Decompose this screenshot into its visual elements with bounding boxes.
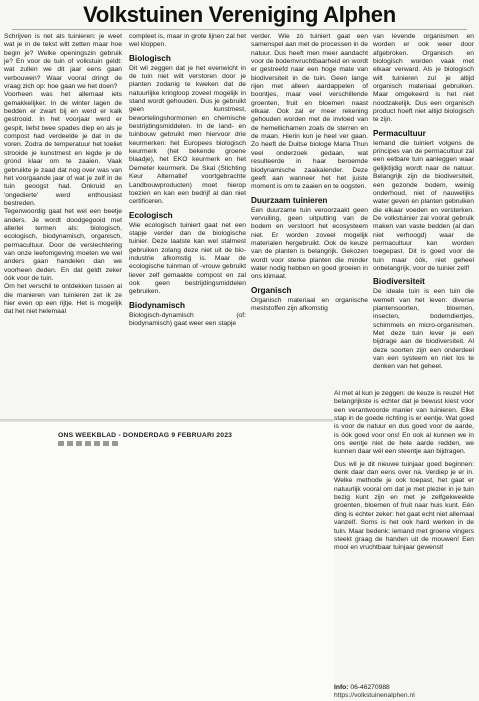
paragraph: Biologisch-dynamisch (of: biodynamisch) gaat weer een stapje bbox=[129, 311, 246, 327]
article-column-1 bbox=[4, 33, 122, 317]
section-heading-ecologisch: Ecologisch bbox=[129, 210, 173, 220]
contact-info bbox=[334, 684, 415, 700]
article-column-4 bbox=[373, 33, 474, 372]
paragraph: Schrijven is net als tuinieren: je weet wat je in de tekst wilt zetten maar hoe begin je? Welke openingszin gebruik je? En voor de tuin of volkstuin geldt: wat zullen we dit jaar eens gaan verbouwen? Waar vooral dringt de vraag zich op: hoe gaan we het doen? bbox=[4, 33, 122, 91]
article-column-4-continued bbox=[334, 390, 474, 557]
article-column-3 bbox=[251, 33, 368, 313]
section-heading-permacultuur: Permacultuur bbox=[373, 128, 426, 138]
article-column-2 bbox=[129, 33, 246, 328]
paragraph: Iemand die tuiniert volgens de principes van de permacultuur zal een eetbare tuin aanleggen waar gelijktijdig wordt naar de natuur. Belangrijk zijn de biodiversiteit, een gezonde bodem, weinig onderhoud, niet of nauwelijks water geven en planten gebruiken die elkaar voeden en versterken. De volkstuinier zal vooral gebruik maken van vaste bedden (al dan niet verhoogd) waar de permacultuur kan worden toegepast. Dit is goed voor de tuin maar óók, niet geheel onbelangrijk, voor de tuinier zelf! bbox=[373, 139, 474, 272]
section-heading-duurzaam: Duurzaam tuinieren bbox=[251, 195, 328, 205]
paragraph: Om het verschil te ontdekken tussen al die manieren van tuinieren zet ik ze hier even op een rijtje. Het is mogelijk dat het niet helemaal bbox=[4, 283, 122, 316]
section-heading-biodiversiteit: Biodiversiteit bbox=[373, 277, 425, 287]
paragraph: Organisch materiaal en organische meststoffen zijn afkomstig bbox=[251, 296, 368, 312]
paragraph: Dus wil je dit nieuwe tuinjaar goed beginnen: denk daar dan eens over na. Verdiep je er in. Welke methode je ook toepast, het gaat er natuurlijk vooral om dat je met plezier in je tuin bezig kunt zijn en met je zelfgekweekte groenten, bloemen of fruit naar huis kunt. Eén ding is echter zeker: het gaat echt niet allemaal vanzelf. Soms is het ook hard werken in de tuin. Maar bedenk: iemand met groene vingers steekt graag de handen uit de mouwen! Een mooi en vruchtbaar tuinjaar gewenst! bbox=[334, 460, 474, 552]
paragraph: van levende organismen en worden er ook weer door afgebroken. Organisch en biologisch worden vaak met elkaar verward. Als je biologisch wilt tuinieren zul je altijd organisch materiaal gebruiken. Maar omgekeerd is het niet noodzakelijk. Dus een organisch product hoeft niet altijd biologisch te zijn. bbox=[373, 33, 474, 124]
paragraph: Wie ecologisch tuiniert gaat net een stapje verder dan de biologische tuinier. Deze laatste kan wel stalmest gebruiken zolang deze niet uit de bio-industrie afkomstig is. Maar de ecologische tuinman of -vrouw gebruikt liever zelf gemaakte compost en zal ook geen bestrijdingsmiddelen gebruiken. bbox=[129, 221, 246, 296]
section-heading-biodynamisch: Biodynamisch bbox=[129, 300, 185, 310]
paragraph: Tegenwoordig gaat het wel een beetje anders. Je wordt doodgegooid met allerlei termen als: biologisch, ecologisch, biodynamisch, organisch, permacultuur. Door de verslechtering van onze leefomgeving moeten we wel anders gaan handelen dan we voorheen deden. En dat geldt zeker óók voor de tuin. bbox=[4, 208, 122, 282]
paragraph: Al met al kun je zeggen: de keuze is reuze! Het belangrijkste is echter dat je bewust kiest voor een verantwoorde manier van tuinieren. Elke stap in de goede richting is er eentje. Wat goed is voor de natuur en dus goed voor de aarde, is óók goed voor ons! En ook al kunnen we in ons eentje niet de hele aarde redden, we kunnen daar wél een steentje aan bijdragen. bbox=[334, 390, 474, 456]
folded-page bbox=[0, 422, 334, 701]
paragraph: compleet is, maar in grote lijnen zal het wel kloppen. bbox=[129, 33, 246, 49]
info-label: Info: bbox=[334, 684, 349, 691]
article-title: Volkstuinen Vereniging Alphen bbox=[83, 2, 396, 27]
paragraph: De ideale tuin is een tuin die wemelt van het leven: diverse plantensoorten, bloemen, insecten, bodemdiertjes, schimmels en micro-organismen. Met deze tuin lever je een bijdrage aan de biodiversiteit. Al deze soorten zijn een onderdeel van een systeem en niet los te denken van het geheel. bbox=[373, 288, 474, 371]
paragraph: verder. Wie zó tuiniert gaat een samenspel aan met de processen in de natuur. Dus heeft men meer aandacht voor de bodemvruchtbaarheid en wordt er gestreefd naar een hoge mate van biodiversiteit in de tuin. Geen lange rijen met alleen aardappelen of boontjes, maar veel verschillende groenten, fruit en bloemen naast elkaar. Ook zal er meer rekening gehouden worden met de invloed van de hemellichamen zoals de sterren en de maan. Hierin kun je heel ver gaan. Zo heeft de Duitse biologe Maria Thun veel onderzoek gedaan, wat resulteerde in haar beroemde biodynamische zaaikalender. Deze geeft aan wanneer het het juiste moment is om te zaaien en te oogsten. bbox=[251, 33, 368, 191]
paragraph: Voorheen was het allemaal iets gemakkelijker. In de winter lagen de bedden er zwart bij en werd er kalk gestrooid. In het voorjaar werd er gespit, liefst twee spades diep en als je compost had verdeelde je dat in de voren. Zodra de temperatuur het toeliet strooide je kunstmest en legde je de grond klaar om te zaaien. Vaak gebruikte je zaad dat nog over was van het voorgaande jaar of wat je zelf in de tuin geoogst had. Onkruid en 'ongediertе' werd enthousiast bestreden. bbox=[4, 91, 122, 207]
bleed-through-text bbox=[58, 441, 118, 446]
section-heading-biologisch: Biologisch bbox=[129, 53, 171, 63]
paragraph: Dit wil zeggen dat je het evenwicht in de tuin niet wilt verstoren door je planten zodanig te kweken dat de natuurlijke kringloop zoveel mogelijk in stand wordt gehouden. Dus je gebruikt geen kunstmest, bewortelingshormonen en chemische bestrijdingsmiddelen. In de land- en tuinbouw gebruikt men hiervoor drie keurmerken: het Europees biologisch keurmerk (het bekende groene blaadje), het EKO keurmerk en het Demeter keurmerk. De Skal (Stichting Keur Alternatief voortgebrachte Landbouwproducten) moet hierop toezien en kan een bedrijf al dan niet certificeren. bbox=[129, 64, 246, 206]
info-phone: 06-46270988 bbox=[350, 684, 390, 691]
newspaper-dateline: ONS WEEKBLAD - DONDERDAG 9 FEBRUARI 2023 bbox=[58, 432, 233, 439]
paragraph: Een duurzame tuin veroorzaakt geen vervuiling, geen uitputting van de bodem en verstoort het ecosysteem niet. Er worden zoveel mogelijk materialen hergebruikt. Ook de keuze van de planten is belangrijk. Gekozen wordt voor sterke planten die minder water nodig hebben en goed groeien in ons klimaat. bbox=[251, 206, 368, 281]
section-heading-organisch: Organisch bbox=[251, 285, 292, 295]
info-url[interactable]: https://volkstuinenalphen.nl bbox=[334, 692, 415, 699]
title-divider bbox=[12, 29, 467, 30]
